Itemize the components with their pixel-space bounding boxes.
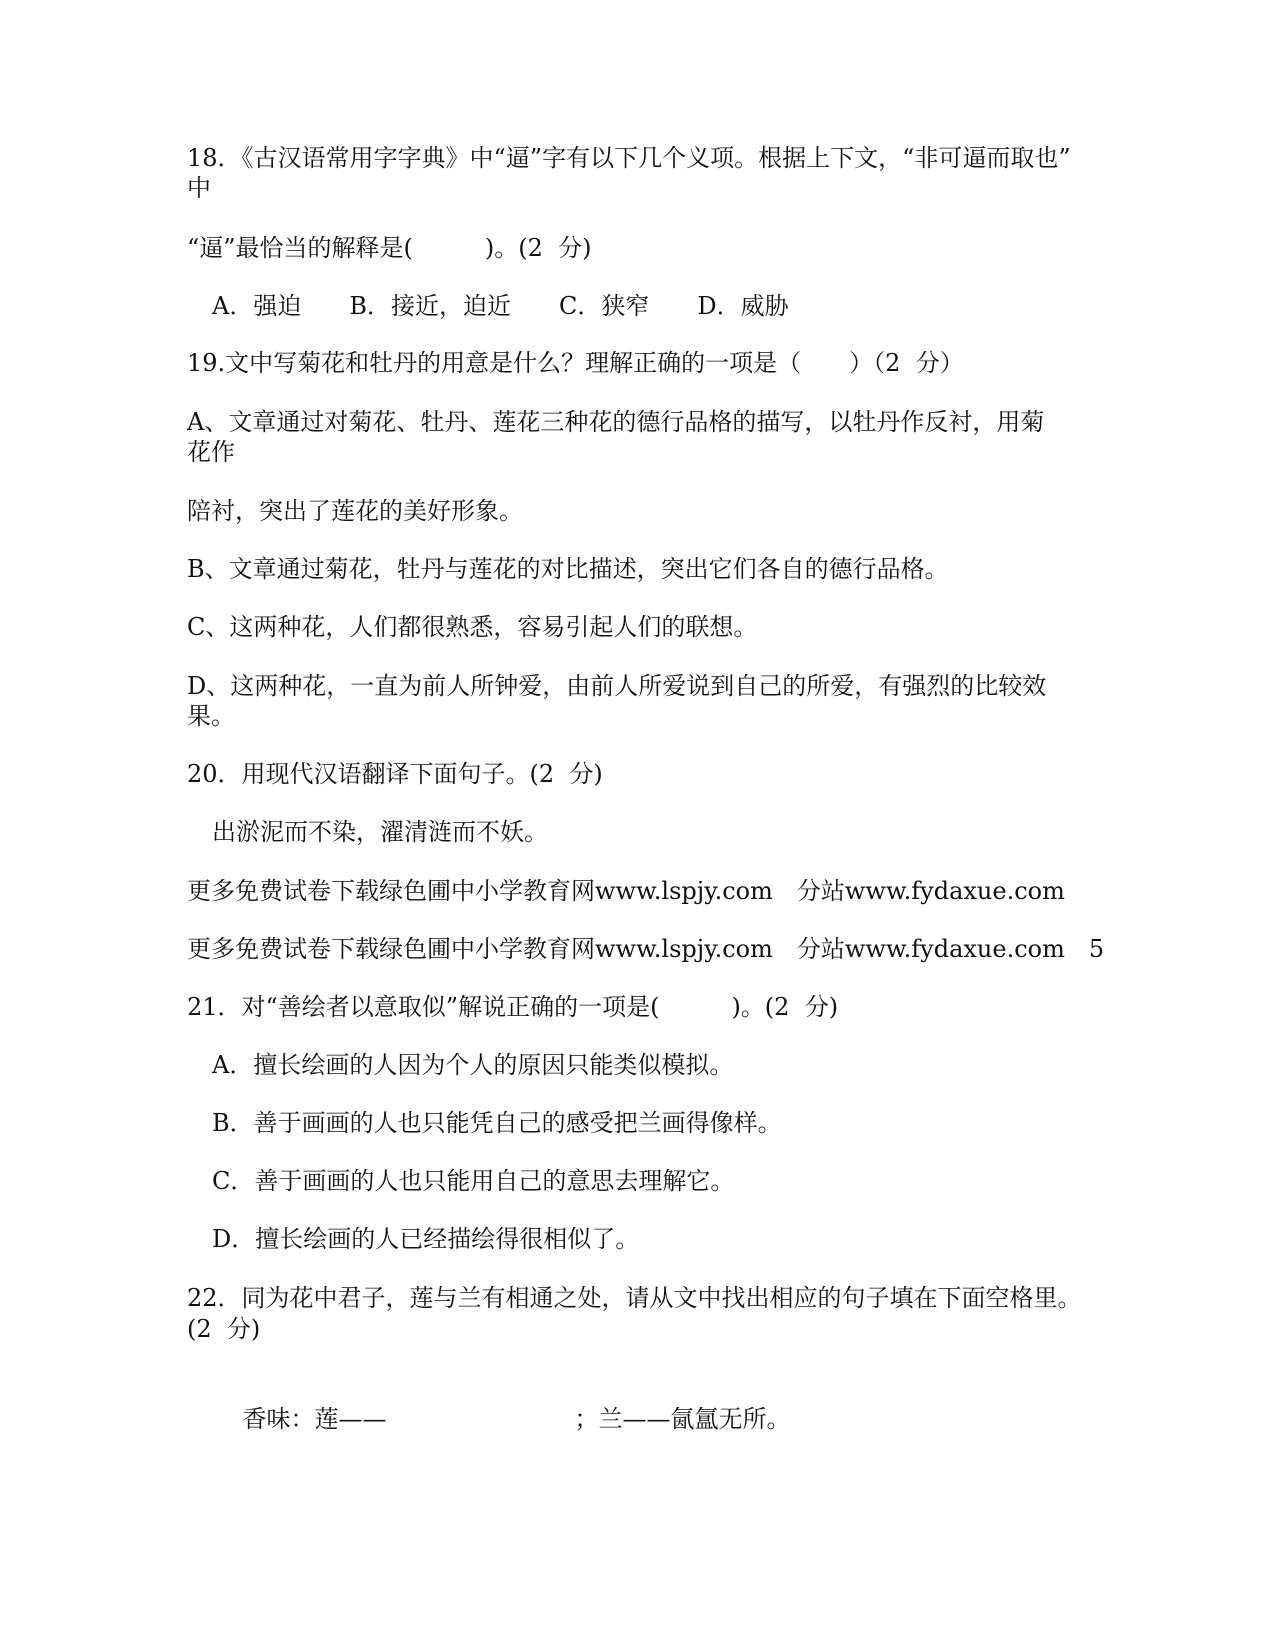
q21-option-d: D．擅长绘画的人已经描绘得很相似了。 <box>212 1225 640 1253</box>
q22-fill-line <box>212 1371 1112 1467</box>
ad-line-1: 更多免费试卷下载绿色圃中小学教育网www.lspjy.com 分站www.fydaxue.com <box>187 877 1065 905</box>
q20-stem: 20．用现代汉语翻译下面句子。(2 分) <box>187 760 603 788</box>
q19-option-b: B、文章通过菊花，牡丹与莲花的对比描述，突出它们各自的德行品格。 <box>187 555 949 583</box>
q19-option-d-wrap: 果。 <box>187 702 235 730</box>
q22-fill-prefix: 香味：莲—— <box>242 1405 387 1433</box>
q19-option-d-line1: D、这两种花，一直为前人所钟爱，由前人所爱说到自己的所爱，有强烈的比较效 <box>187 672 1047 700</box>
q18-stem-line1: 18．《古汉语常用字字典》中“逼”字有以下几个义项。根据上下文，“非可逼而取也” <box>187 144 1071 172</box>
q22-stem-line1: 22．同为花中君子，莲与兰有相通之处，请从文中找出相应的句子填在下面空格里。 <box>187 1284 1082 1312</box>
q21-option-c: C．善于画画的人也只能用自己的意思去理解它。 <box>212 1167 735 1195</box>
q19-option-a-wrap: 花作 <box>187 438 235 466</box>
q21-option-a: A．擅长绘画的人因为个人的原因只能类似模拟。 <box>212 1051 734 1079</box>
q19-stem: 19.文中写菊花和牡丹的用意是什么？理解正确的一项是（ ）（2 分） <box>187 349 964 377</box>
q21-stem: 21．对“善绘者以意取似”解说正确的一项是( )。(2 分) <box>187 993 839 1021</box>
q22-fill-suffix: ；兰——氤氲无所。 <box>574 1405 791 1433</box>
q22-stem-line2: (2 分) <box>187 1315 261 1343</box>
q19-option-a-line1: A、文章通过对菊花、牡丹、莲花三种花的德行品格的描写，以牡丹作反衬，用菊 <box>187 408 1045 436</box>
q19-option-c: C、这两种花，人们都很熟悉，容易引起人们的联想。 <box>187 613 758 641</box>
q21-option-b: B．善于画画的人也只能凭自己的感受把兰画得像样。 <box>212 1109 782 1137</box>
q19-option-a-line2: 陪衬，突出了莲花的美好形象。 <box>187 497 523 525</box>
q20-sentence: 出淤泥而不染，濯清涟而不妖。 <box>212 818 548 846</box>
q18-stem-line1-wrap: 中 <box>187 174 211 202</box>
ad-line-2: 更多免费试卷下载绿色圃中小学教育网www.lspjy.com 分站www.fydaxue.com 5 <box>187 935 1105 963</box>
q18-stem-line2: “逼”最恰当的解释是( )。(2 分) <box>187 234 592 262</box>
q18-options: A．强迫 B．接近，迫近 C．狭窄 D．威胁 <box>212 292 789 320</box>
